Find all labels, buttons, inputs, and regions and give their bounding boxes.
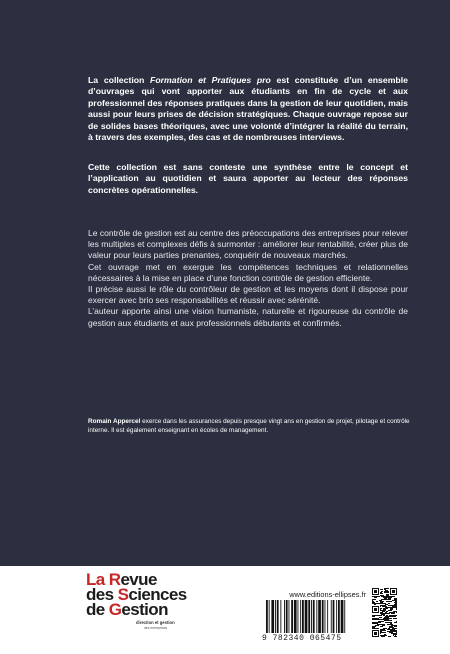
author-bio-text: exerce dans les assurances depuis presque vingt ans en gestion de projet, pilotage et contrôle interne. Il est également enseignant en écoles de management.: [88, 418, 410, 434]
author-name: Romain Appercel: [88, 418, 141, 425]
isbn-number: 9 782340 065475: [262, 634, 342, 643]
publisher-logo: [86, 570, 206, 630]
intro-text-1: La collection: [88, 75, 151, 85]
book-description: [88, 228, 408, 329]
logo-letter: S: [117, 585, 129, 604]
logo-word: estion: [121, 600, 168, 619]
qr-code-icon: [372, 588, 397, 637]
intro-text-2: est constituée d’un ensemble d’ouvrages qui vont apporter aux étudiants en fin de cycle et aux professionnel des réponses pratiques dans la gestion de leur quotidien, mais aussi pour leurs prises de décision stratégiques. Chaque ouvrage repose sur de solides bases théoriques, avec une volonté d’intégrer la réalité du terrain, à travers des exemples, des cas et de nombreuses interviews.: [88, 75, 408, 143]
description-line: Il précise aussi le rôle du contrôleur de gestion et les moyens dont il dispose pour exercer avec brio ses responsabilités et réussir avec sérénité.: [88, 284, 408, 306]
collection-summary: Cette collection est sans conteste une synthèse entre le concept et l’application au quotidien et saura apporter au lecteur des réponses concrètes opérationnelles.: [88, 162, 408, 195]
logo-letter: La R: [86, 570, 121, 589]
logo-letter: G: [108, 600, 122, 619]
logo-subtitle-2: des entreprises: [144, 626, 168, 630]
cover-footer: [0, 566, 450, 654]
description-line: Cet ouvrage met en exergue les compétences techniques et relationnelles nécessaires à la mise en place d’une fonction contrôle de gestion efficiente.: [88, 261, 408, 283]
logo-word: des: [86, 585, 118, 604]
logo-word: de: [86, 600, 109, 619]
logo-word: ciences: [128, 585, 187, 604]
author-bio: [88, 418, 410, 435]
collection-name: Formation et Pratiques pro: [150, 75, 271, 85]
logo-subtitle: direction et gestion: [136, 620, 175, 625]
logo-line-3: [86, 602, 206, 617]
publisher-website: www.editions-ellipses.fr: [289, 590, 366, 599]
collection-intro: [88, 75, 408, 143]
description-line: L’auteur apporte ainsi une vision humaniste, naturelle et rigoureuse du contrôle de gestion aux étudiants et aux professionnels débutants et confirmés.: [88, 306, 408, 328]
description-line: Le contrôle de gestion est au centre des préoccupations des entreprises pour relever les multiples et complexes défis à surmonter : améliorer leur rentabilité, créer plus de valeur pour leurs parties prenantes, conquérir de nouveaux marchés.: [88, 228, 408, 261]
barcode-icon: [266, 600, 368, 633]
logo-word: evue: [120, 570, 157, 589]
